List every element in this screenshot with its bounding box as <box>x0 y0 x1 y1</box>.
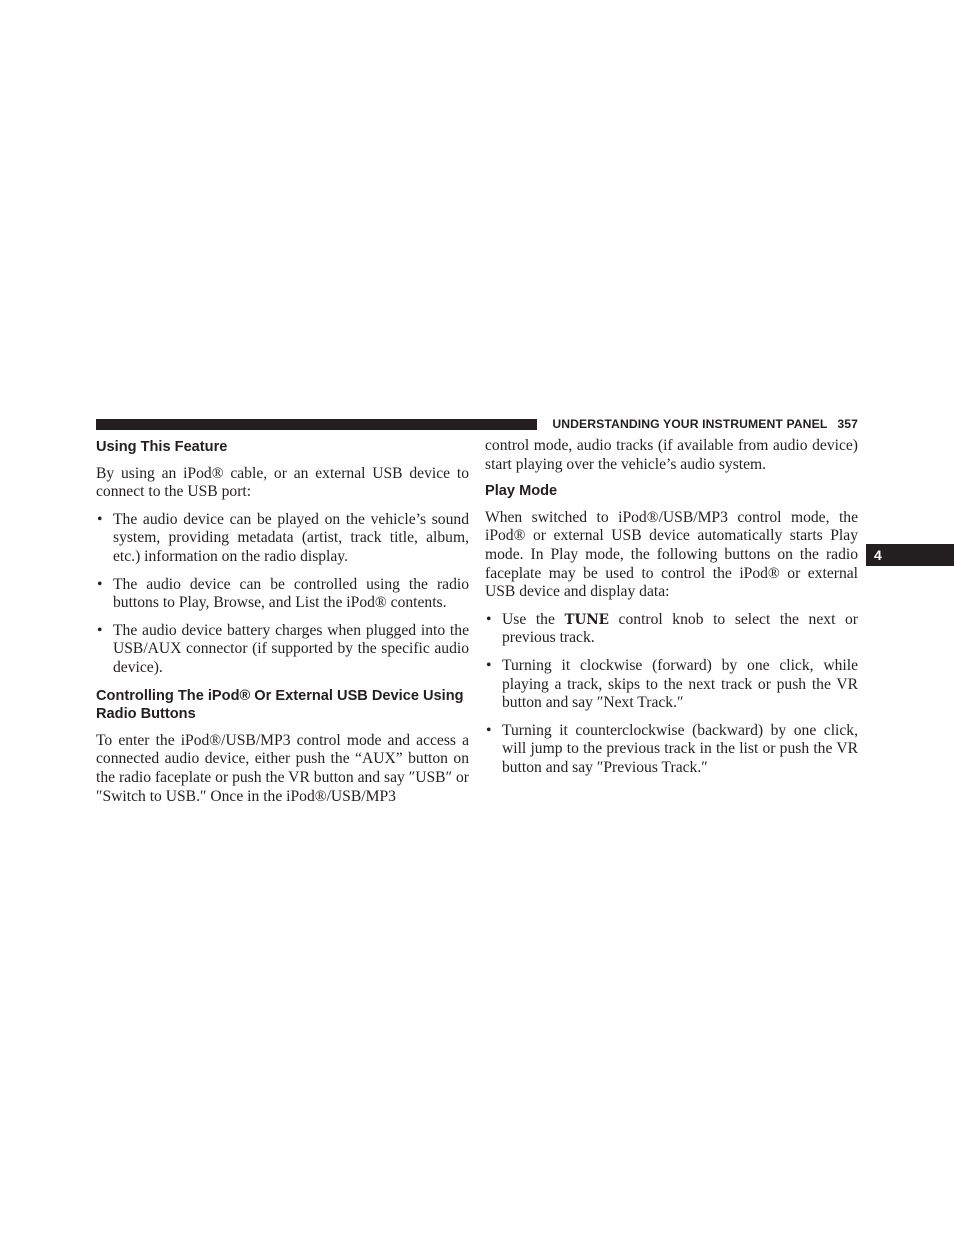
play-mode-bullet-list <box>485 611 858 778</box>
right-column <box>485 437 858 778</box>
tune-knob-label: TUNE <box>564 611 609 628</box>
heading-controlling-ipod: Controlling The iPod® Or External USB Device Using Radio Buttons <box>96 687 464 723</box>
list-item: • The audio device battery charges when plugged into the USB/AUX connector (if supported by the specific audio device). <box>96 622 469 678</box>
left-column <box>96 437 469 806</box>
list-item <box>485 611 858 648</box>
feature-bullet-list <box>96 511 469 678</box>
bullet-text-before: Use the <box>502 610 565 628</box>
header-rule <box>96 419 537 430</box>
list-item: • Turning it counterclockwise (backward) by one click, will jump to the previous track in the list or push the VR button and say ″Previous Track.″ <box>485 722 858 778</box>
list-item: • Turning it clockwise (forward) by one click, while playing a track, skips to the next track or push the VR button and say ″Next Track.″ <box>485 657 858 713</box>
heading-using-this-feature: Using This Feature <box>96 439 228 455</box>
list-item: • The audio device can be controlled using the radio buttons to Play, Browse, and List the iPod® contents. <box>96 576 469 613</box>
continuation-paragraph: control mode, audio tracks (if available from audio device) start playing over the vehicle’s audio system. <box>485 437 858 473</box>
play-mode-paragraph: When switched to iPod®/USB/MP3 control mode, the iPod® or external USB device automatically starts Play mode. In Play mode, the following buttons on the radio faceplate may be used to control the iPod® or external USB device and display data: <box>485 508 858 601</box>
section-title: UNDERSTANDING YOUR INSTRUMENT PANEL <box>552 417 828 431</box>
chapter-tab: 4 <box>866 544 954 566</box>
heading-play-mode: Play Mode <box>485 483 558 500</box>
page-number: 357 <box>837 417 858 431</box>
running-header <box>552 417 858 431</box>
bullet-text-after: control knob to select the next or previous track. <box>502 610 858 647</box>
control-mode-paragraph: To enter the iPod®/USB/MP3 control mode and access a connected audio device, either push the “AUX” button on the radio faceplate or push the VR button and say ″USB″ or ″Switch to USB.″ Once in the iPod®/USB/MP3 <box>96 731 469 805</box>
list-item: • The audio device can be played on the vehicle’s sound system, providing metadata (artist, track title, album, etc.) information on the radio display. <box>96 511 469 567</box>
intro-paragraph: By using an iPod® cable, or an external USB device to connect to the USB port: <box>96 464 469 501</box>
